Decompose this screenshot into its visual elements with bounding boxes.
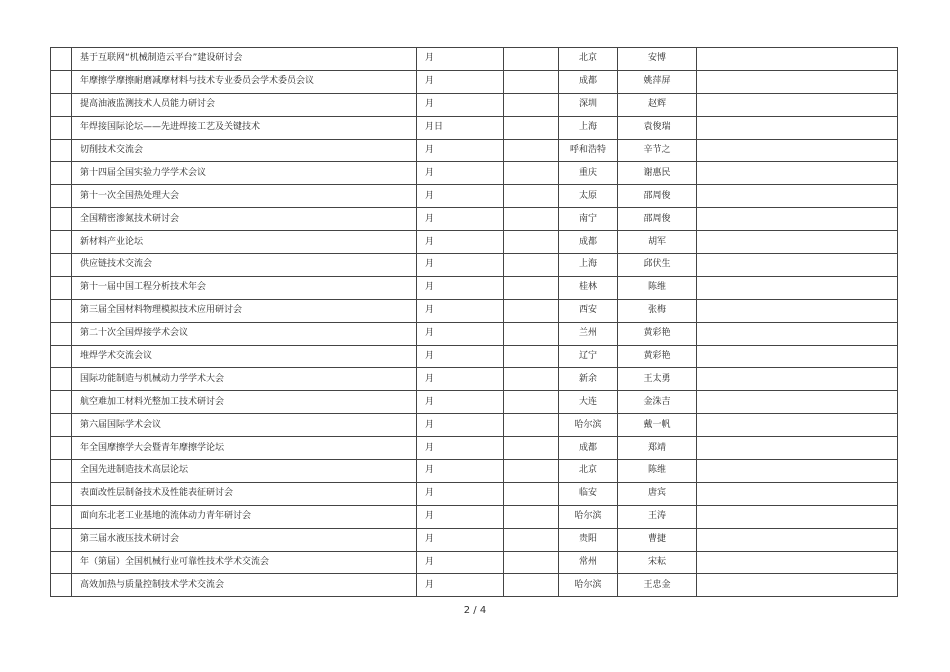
note-cell bbox=[697, 437, 898, 460]
empty-cell bbox=[504, 208, 559, 231]
table-row bbox=[51, 162, 898, 185]
empty-cell bbox=[504, 505, 559, 528]
time-cell: 月 bbox=[417, 93, 504, 116]
conference-name-cell: 第二十次全国焊接学术会议 bbox=[72, 322, 417, 345]
time-cell: 月 bbox=[417, 505, 504, 528]
empty-cell bbox=[504, 139, 559, 162]
conference-name-cell: 第三届水液压技术研讨会 bbox=[72, 528, 417, 551]
index-cell bbox=[51, 162, 72, 185]
conference-name-cell: 第十四届全国实验力学学术会议 bbox=[72, 162, 417, 185]
time-cell: 月 bbox=[417, 322, 504, 345]
index-cell bbox=[51, 139, 72, 162]
index-cell bbox=[51, 116, 72, 139]
index-cell bbox=[51, 231, 72, 254]
time-cell: 月 bbox=[417, 185, 504, 208]
time-cell: 月 bbox=[417, 231, 504, 254]
table-row bbox=[51, 414, 898, 437]
city-cell: 成都 bbox=[559, 70, 618, 93]
note-cell bbox=[697, 116, 898, 139]
table-row bbox=[51, 345, 898, 368]
conference-name-cell: 面向东北老工业基地的流体动力青年研讨会 bbox=[72, 505, 417, 528]
time-cell: 月 bbox=[417, 139, 504, 162]
table-row bbox=[51, 391, 898, 414]
time-cell: 月 bbox=[417, 276, 504, 299]
note-cell bbox=[697, 231, 898, 254]
city-cell: 深圳 bbox=[559, 93, 618, 116]
time-cell: 月日 bbox=[417, 116, 504, 139]
conference-name-cell: 全国先进制造技术高层论坛 bbox=[72, 460, 417, 483]
table-row bbox=[51, 574, 898, 597]
empty-cell bbox=[504, 299, 559, 322]
table-row bbox=[51, 299, 898, 322]
empty-cell bbox=[504, 70, 559, 93]
empty-cell bbox=[504, 185, 559, 208]
city-cell: 北京 bbox=[559, 48, 618, 71]
time-cell: 月 bbox=[417, 208, 504, 231]
index-cell bbox=[51, 345, 72, 368]
city-cell: 临安 bbox=[559, 482, 618, 505]
empty-cell bbox=[504, 276, 559, 299]
contact-cell: 辛节之 bbox=[618, 139, 697, 162]
contact-cell: 戴一帆 bbox=[618, 414, 697, 437]
time-cell: 月 bbox=[417, 414, 504, 437]
conference-name-cell: 年全国摩擦学大会暨青年摩擦学论坛 bbox=[72, 437, 417, 460]
city-cell: 常州 bbox=[559, 551, 618, 574]
time-cell: 月 bbox=[417, 299, 504, 322]
city-cell: 成都 bbox=[559, 437, 618, 460]
index-cell bbox=[51, 574, 72, 597]
note-cell bbox=[697, 48, 898, 71]
table-row bbox=[51, 93, 898, 116]
time-cell: 月 bbox=[417, 460, 504, 483]
index-cell bbox=[51, 93, 72, 116]
city-cell: 哈尔滨 bbox=[559, 414, 618, 437]
empty-cell bbox=[504, 231, 559, 254]
note-cell bbox=[697, 276, 898, 299]
table-row bbox=[51, 116, 898, 139]
empty-cell bbox=[504, 368, 559, 391]
table-row bbox=[51, 254, 898, 277]
time-cell: 月 bbox=[417, 162, 504, 185]
city-cell: 呼和浩特 bbox=[559, 139, 618, 162]
table-row bbox=[51, 70, 898, 93]
conference-name-cell: 年焊接国际论坛——先进焊接工艺及关键技术 bbox=[72, 116, 417, 139]
contact-cell: 黄彩艳 bbox=[618, 345, 697, 368]
conference-name-cell: 全国精密渗氮技术研讨会 bbox=[72, 208, 417, 231]
empty-cell bbox=[504, 391, 559, 414]
empty-cell bbox=[504, 528, 559, 551]
table-row bbox=[51, 368, 898, 391]
contact-cell: 赵辉 bbox=[618, 93, 697, 116]
city-cell: 上海 bbox=[559, 254, 618, 277]
empty-cell bbox=[504, 162, 559, 185]
empty-cell bbox=[504, 345, 559, 368]
table-row bbox=[51, 505, 898, 528]
conference-name-cell: 第六届国际学术会议 bbox=[72, 414, 417, 437]
contact-cell: 郑靖 bbox=[618, 437, 697, 460]
time-cell: 月 bbox=[417, 345, 504, 368]
conference-name-cell: 堆焊学术交流会议 bbox=[72, 345, 417, 368]
index-cell bbox=[51, 276, 72, 299]
index-cell bbox=[51, 414, 72, 437]
table-row bbox=[51, 276, 898, 299]
note-cell bbox=[697, 482, 898, 505]
contact-cell: 安博 bbox=[618, 48, 697, 71]
city-cell: 桂林 bbox=[559, 276, 618, 299]
contact-cell: 谢惠民 bbox=[618, 162, 697, 185]
conference-name-cell: 表面改性层制备技术及性能表征研讨会 bbox=[72, 482, 417, 505]
conference-name-cell: 基于互联网“机械制造云平台”建设研讨会 bbox=[72, 48, 417, 71]
city-cell: 兰州 bbox=[559, 322, 618, 345]
conference-name-cell: 高效加热与质量控制技术学术交流会 bbox=[72, 574, 417, 597]
contact-cell: 袁俊瑞 bbox=[618, 116, 697, 139]
index-cell bbox=[51, 254, 72, 277]
index-cell bbox=[51, 460, 72, 483]
conference-name-cell: 新材料产业论坛 bbox=[72, 231, 417, 254]
note-cell bbox=[697, 414, 898, 437]
time-cell: 月 bbox=[417, 482, 504, 505]
conference-name-cell: 年（第届）全国机械行业可靠性技术学术交流会 bbox=[72, 551, 417, 574]
city-cell: 重庆 bbox=[559, 162, 618, 185]
index-cell bbox=[51, 299, 72, 322]
city-cell: 成都 bbox=[559, 231, 618, 254]
city-cell: 太原 bbox=[559, 185, 618, 208]
note-cell bbox=[697, 185, 898, 208]
contact-cell: 陈维 bbox=[618, 276, 697, 299]
city-cell: 上海 bbox=[559, 116, 618, 139]
note-cell bbox=[697, 70, 898, 93]
city-cell: 贵阳 bbox=[559, 528, 618, 551]
city-cell: 北京 bbox=[559, 460, 618, 483]
empty-cell bbox=[504, 322, 559, 345]
conference-table bbox=[50, 47, 898, 597]
index-cell bbox=[51, 185, 72, 208]
contact-cell: 邱伏生 bbox=[618, 254, 697, 277]
table-row bbox=[51, 208, 898, 231]
conference-name-cell: 供应链技术交流会 bbox=[72, 254, 417, 277]
note-cell bbox=[697, 299, 898, 322]
index-cell bbox=[51, 437, 72, 460]
contact-cell: 黄彩艳 bbox=[618, 322, 697, 345]
contact-cell: 胡军 bbox=[618, 231, 697, 254]
conference-table-container bbox=[50, 47, 898, 597]
empty-cell bbox=[504, 482, 559, 505]
note-cell bbox=[697, 162, 898, 185]
contact-cell: 邵周俊 bbox=[618, 185, 697, 208]
table-row bbox=[51, 48, 898, 71]
contact-cell: 唐宾 bbox=[618, 482, 697, 505]
index-cell bbox=[51, 505, 72, 528]
table-row bbox=[51, 460, 898, 483]
index-cell bbox=[51, 391, 72, 414]
time-cell: 月 bbox=[417, 528, 504, 551]
empty-cell bbox=[504, 414, 559, 437]
table-row bbox=[51, 185, 898, 208]
note-cell bbox=[697, 528, 898, 551]
city-cell: 新余 bbox=[559, 368, 618, 391]
city-cell: 大连 bbox=[559, 391, 618, 414]
contact-cell: 王忠金 bbox=[618, 574, 697, 597]
table-row bbox=[51, 482, 898, 505]
index-cell bbox=[51, 551, 72, 574]
index-cell bbox=[51, 482, 72, 505]
page-number: 2 / 4 bbox=[463, 605, 487, 616]
contact-cell: 陈维 bbox=[618, 460, 697, 483]
contact-cell: 宋耘 bbox=[618, 551, 697, 574]
city-cell: 哈尔滨 bbox=[559, 574, 618, 597]
note-cell bbox=[697, 345, 898, 368]
table-row bbox=[51, 231, 898, 254]
conference-name-cell: 年摩擦学摩擦耐磨减摩材料与技术专业委员会学术委员会议 bbox=[72, 70, 417, 93]
empty-cell bbox=[504, 574, 559, 597]
table-row bbox=[51, 139, 898, 162]
conference-name-cell: 第十一届中国工程分析技术年会 bbox=[72, 276, 417, 299]
note-cell bbox=[697, 93, 898, 116]
city-cell: 西安 bbox=[559, 299, 618, 322]
conference-name-cell: 提高油液监测技术人员能力研讨会 bbox=[72, 93, 417, 116]
city-cell: 南宁 bbox=[559, 208, 618, 231]
time-cell: 月 bbox=[417, 48, 504, 71]
note-cell bbox=[697, 139, 898, 162]
time-cell: 月 bbox=[417, 551, 504, 574]
empty-cell bbox=[504, 116, 559, 139]
conference-name-cell: 切削技术交流会 bbox=[72, 139, 417, 162]
contact-cell: 曹捷 bbox=[618, 528, 697, 551]
conference-name-cell: 第三届全国材料物理模拟技术应用研讨会 bbox=[72, 299, 417, 322]
index-cell bbox=[51, 322, 72, 345]
empty-cell bbox=[504, 437, 559, 460]
time-cell: 月 bbox=[417, 391, 504, 414]
index-cell bbox=[51, 528, 72, 551]
time-cell: 月 bbox=[417, 368, 504, 391]
time-cell: 月 bbox=[417, 437, 504, 460]
note-cell bbox=[697, 505, 898, 528]
empty-cell bbox=[504, 254, 559, 277]
contact-cell: 邵周俊 bbox=[618, 208, 697, 231]
index-cell bbox=[51, 368, 72, 391]
table-row bbox=[51, 322, 898, 345]
empty-cell bbox=[504, 48, 559, 71]
note-cell bbox=[697, 322, 898, 345]
contact-cell: 王太勇 bbox=[618, 368, 697, 391]
conference-name-cell: 第十一次全国热处理大会 bbox=[72, 185, 417, 208]
contact-cell: 王涛 bbox=[618, 505, 697, 528]
note-cell bbox=[697, 460, 898, 483]
city-cell: 哈尔滨 bbox=[559, 505, 618, 528]
time-cell: 月 bbox=[417, 574, 504, 597]
contact-cell: 金洙吉 bbox=[618, 391, 697, 414]
note-cell bbox=[697, 368, 898, 391]
contact-cell: 张梅 bbox=[618, 299, 697, 322]
index-cell bbox=[51, 208, 72, 231]
index-cell bbox=[51, 48, 72, 71]
empty-cell bbox=[504, 93, 559, 116]
empty-cell bbox=[504, 460, 559, 483]
conference-name-cell: 航空难加工材料光整加工技术研讨会 bbox=[72, 391, 417, 414]
note-cell bbox=[697, 208, 898, 231]
index-cell bbox=[51, 70, 72, 93]
table-row bbox=[51, 437, 898, 460]
table-row bbox=[51, 551, 898, 574]
time-cell: 月 bbox=[417, 254, 504, 277]
note-cell bbox=[697, 551, 898, 574]
contact-cell: 姚萍屏 bbox=[618, 70, 697, 93]
time-cell: 月 bbox=[417, 70, 504, 93]
conference-table-body bbox=[51, 48, 898, 597]
note-cell bbox=[697, 254, 898, 277]
city-cell: 辽宁 bbox=[559, 345, 618, 368]
conference-name-cell: 国际功能制造与机械动力学学术大会 bbox=[72, 368, 417, 391]
note-cell bbox=[697, 391, 898, 414]
note-cell bbox=[697, 574, 898, 597]
table-row bbox=[51, 528, 898, 551]
empty-cell bbox=[504, 551, 559, 574]
